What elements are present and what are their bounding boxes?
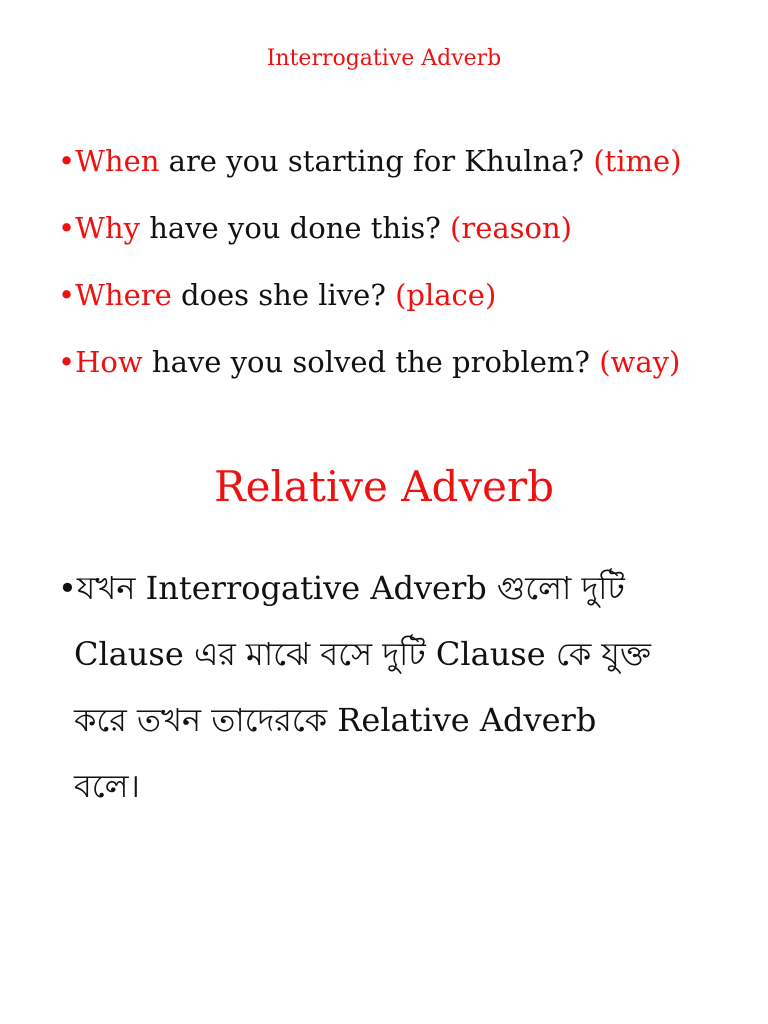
example-keyword: When: [75, 144, 160, 178]
example-sentence: have you done this?: [139, 211, 451, 245]
list-item: [58, 128, 758, 195]
relative-adverb-heading: Relative Adverb: [214, 462, 554, 511]
bullet: •: [58, 144, 76, 178]
bullet: •: [58, 345, 76, 379]
example-category: (way): [599, 345, 681, 379]
example-sentence: have you solved the problem?: [142, 345, 600, 379]
bullet: •: [58, 278, 76, 312]
relative-adverb-definition: [58, 555, 718, 819]
example-keyword: How: [75, 345, 143, 379]
example-sentence: are you starting for Khulna?: [159, 144, 594, 178]
definition-line: •যখন Interrogative Adverb গুলো দুটি: [58, 569, 625, 607]
example-category: (time): [593, 144, 682, 178]
list-item: [58, 329, 758, 396]
example-keyword: Why: [75, 211, 140, 245]
bullet: •: [58, 211, 76, 245]
list-item: [58, 195, 758, 262]
example-category: (place): [395, 278, 497, 312]
list-item: [58, 262, 758, 329]
definition-line: Clause এর মাঝে বসে দুটি Clause কে যুক্ত: [74, 635, 651, 673]
bullet: •: [58, 569, 77, 607]
interrogative-adverb-heading: Interrogative Adverb: [266, 46, 502, 71]
example-sentence: does she live?: [171, 278, 396, 312]
interrogative-examples-list: [58, 128, 758, 396]
definition-line: করে তখন তাদেরকে Relative Adverb: [74, 701, 597, 739]
example-keyword: Where: [75, 278, 172, 312]
example-category: (reason): [450, 211, 572, 245]
definition-line: বলে।: [74, 767, 140, 805]
